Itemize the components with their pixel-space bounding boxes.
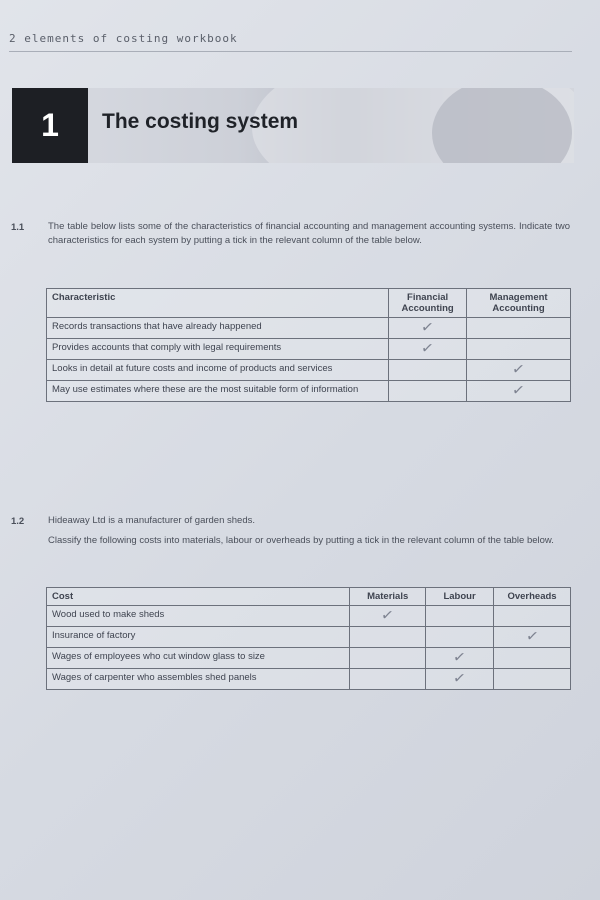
materials-tick-cell[interactable] [350,648,426,669]
table-row [47,318,571,339]
chapter-number: 1 [12,88,88,163]
row-label: Wood used to make sheds [47,606,350,627]
row-label: Provides accounts that comply with legal requirements [47,339,389,360]
characteristics-table [46,288,571,402]
labour-tick-cell[interactable] [426,627,494,648]
table-row [47,627,571,648]
tick-mark: ✓ [452,669,468,688]
overheads-tick-cell[interactable] [494,627,571,648]
materials-tick-cell[interactable] [350,669,426,690]
row-label: Insurance of factory [47,627,350,648]
management-tick-cell[interactable] [467,339,571,360]
labour-tick-cell[interactable] [426,606,494,627]
labour-tick-cell[interactable] [426,669,494,690]
financial-tick-cell[interactable] [389,360,467,381]
management-tick-cell[interactable] [467,381,571,402]
table-row [47,339,571,360]
table-header-row [47,588,571,606]
column-header-cost: Cost [47,588,350,606]
row-label: Wages of carpenter who assembles shed panels [47,669,350,690]
chapter-title: The costing system [102,110,299,133]
tick-mark: ✓ [511,360,527,379]
table-row [47,648,571,669]
column-header-labour: Labour [426,588,494,606]
row-label: May use estimates where these are the most suitable form of information [47,381,389,402]
tick-mark: ✓ [524,627,540,646]
tick-mark: ✓ [420,339,436,358]
financial-tick-cell[interactable] [389,339,467,360]
table-row [47,381,571,402]
chapter-banner [12,88,574,163]
question-text-1-2: Classify the following costs into materials, labour or overheads by putting a tick in the relevant column of the table below. [48,535,554,546]
question-text-1-1: The table below lists some of the characteristics of financial accounting and management accounting systems. Indicate two characteristics for each system by putting a tick in the relevant column of the table below. [48,221,570,246]
table-header-row [47,289,571,318]
column-header-materials: Materials [350,588,426,606]
cost-classification-table [46,587,571,690]
row-label: Looks in detail at future costs and income of products and services [47,360,389,381]
table-row [47,606,571,627]
tick-mark: ✓ [420,318,436,337]
labour-tick-cell[interactable] [426,648,494,669]
overheads-tick-cell[interactable] [494,669,571,690]
overheads-tick-cell[interactable] [494,648,571,669]
management-tick-cell[interactable] [467,318,571,339]
tick-mark: ✓ [511,381,527,400]
table-row [47,669,571,690]
question-number-1-2: 1.2 [11,516,25,527]
row-label: Records transactions that have already happened [47,318,389,339]
management-tick-cell[interactable] [467,360,571,381]
table-row [47,360,571,381]
tick-mark: ✓ [452,648,468,667]
running-head: 2 elements of costing workbook [9,32,572,52]
column-header-overheads: Overheads [494,588,571,606]
banner-swoosh-decoration-dark [432,88,572,163]
question-number-1-1: 1.1 [11,222,25,233]
column-header-management: Management Accounting [467,289,571,318]
materials-tick-cell[interactable] [350,606,426,627]
materials-tick-cell[interactable] [350,627,426,648]
financial-tick-cell[interactable] [389,318,467,339]
question-intro-1-2: Hideaway Ltd is a manufacturer of garden sheds. [48,515,256,526]
financial-tick-cell[interactable] [389,381,467,402]
overheads-tick-cell[interactable] [494,606,571,627]
column-header-financial: Financial Accounting [389,289,467,318]
column-header-characteristic: Characteristic [47,289,389,318]
row-label: Wages of employees who cut window glass to size [47,648,350,669]
tick-mark: ✓ [380,606,396,625]
